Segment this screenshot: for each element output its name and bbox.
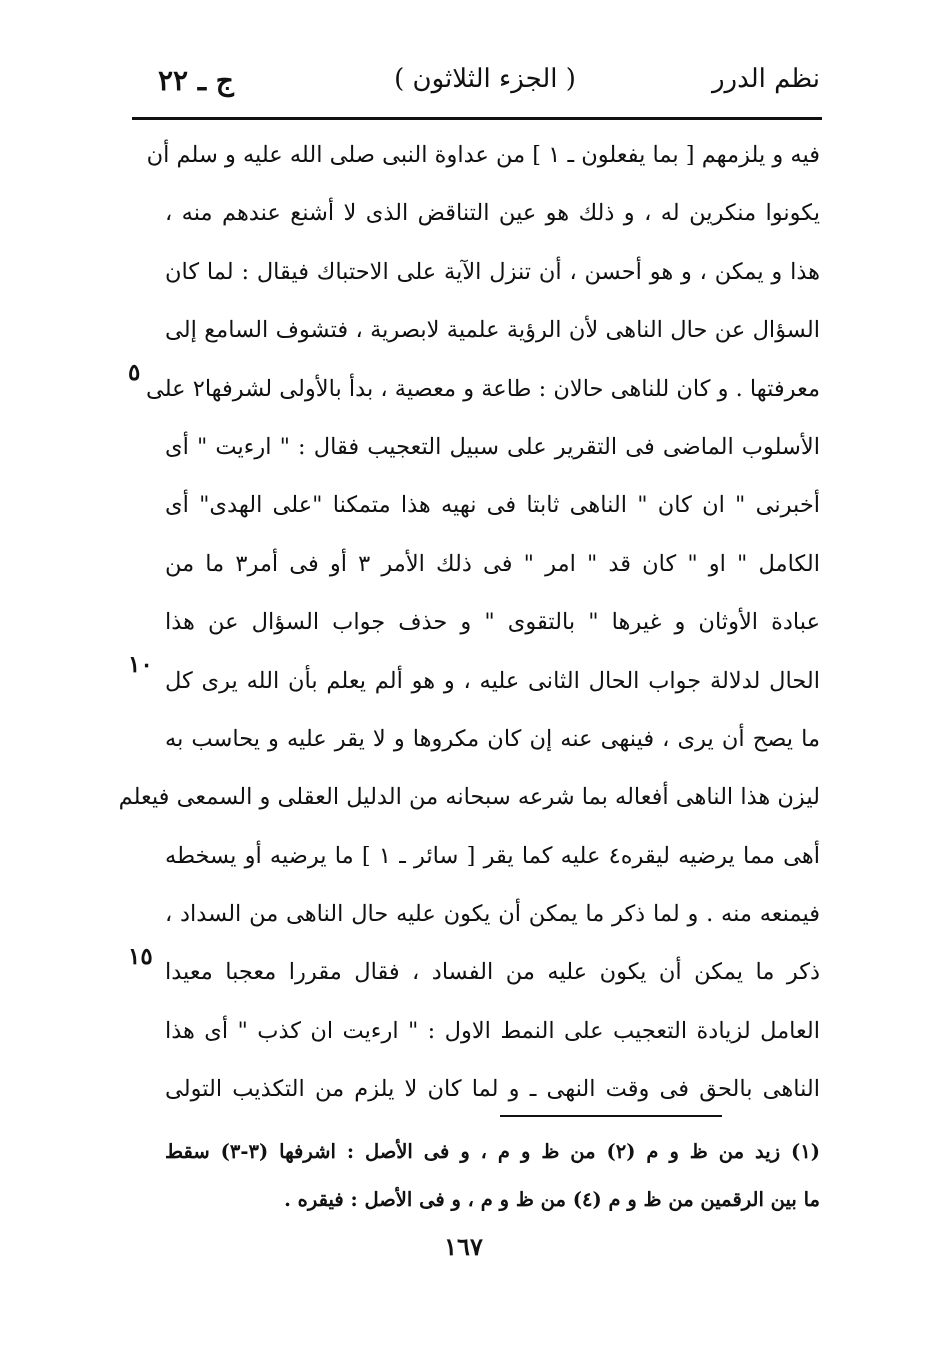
text-line: الأسلوب الماضى فى التقرير على سبيل التعجيب فقال : " ارءيت " أى xyxy=(165,433,820,460)
text-line: يكونوا منكرين له ، و ذلك هو عين التناقض الذى لا أشنع عندهم منه ، xyxy=(165,200,820,227)
text-line: معرفتها . و كان للناهى حالان : طاعة و معصية ، بدأ بالأولى لشرفها٢ على xyxy=(145,375,820,402)
text-line: فيه و يلزمهم [ بما يفعلون ـ ١ ] من عداوة النبى صلى الله عليه و سلم أن xyxy=(146,142,820,168)
text-line: أهى مما يرضيه ليقره٤ عليه كما يقر [ سائر ـ ١ ] ما يرضيه أو يسخطه xyxy=(165,842,820,869)
line-number-10: ١٠ xyxy=(128,651,153,678)
line-number-5: ٥ xyxy=(128,359,141,386)
text-line: عبادة الأوثان و غيرها " بالتقوى " و حذف جواب السؤال عن هذا xyxy=(165,609,820,636)
text-line: الحال لدلالة جواب الحال الثانى عليه ، و هو ألم يعلم بأن الله يرى كل xyxy=(165,667,820,694)
text-line: فيمنعه منه . و لما ذكر ما يمكن أن يكون عليه حال الناهى من السداد ، xyxy=(165,901,820,928)
text-line: السؤال عن حال الناهى لأن الرؤية علمية لابصرية ، فتشوف السامع إلى xyxy=(165,317,820,344)
footnote-line: ما بين الرقمين من ظ و م (٤) من ظ و م ، و فى الأصل : فيقره . xyxy=(284,1188,820,1211)
text-line: العامل لزيادة التعجيب على النمط الاول : " ارءيت ان كذب " أى هذا xyxy=(165,1017,820,1044)
line-number-15: ١٥ xyxy=(128,943,153,970)
part-title: ( الجزء الثلاثون ) xyxy=(394,64,576,94)
footnotes xyxy=(165,1128,820,1224)
footnote-line: (١) زيد من ظ و م (٢) من ظ و م ، و فى الأصل : اشرفها (٣-٣) سقط xyxy=(165,1140,820,1163)
header-rule xyxy=(132,117,822,120)
text-line: الكامل " او " كان قد " امر " فى ذلك الأمر ٣ أو فى أمر٣ ما من xyxy=(165,550,820,577)
text-line: ما يصح أن يرى ، فينهى عنه إن كان مكروها و لا يقر عليه و يحاسب به xyxy=(165,725,820,752)
text-line: الناهى بالحق فى وقت النهى ـ و لما كان لا يلزم من التكذيب التولى xyxy=(165,1076,820,1103)
text-line: ليزن هذا الناهى أفعاله بما شرعه سبحانه من الدليل العقلى و السمعى فيعلم xyxy=(118,784,820,811)
text-line: ذكر ما يمكن أن يكون عليه من الفساد ، فقال مقررا معجبا معيدا xyxy=(165,959,820,986)
text-line: أخبرنى " ان كان " الناهى ثابتا فى نهيه هذا متمكنا "على الهدى" أى xyxy=(165,492,820,519)
volume-number: ج ـ ٢٢ xyxy=(158,64,234,97)
text-line: هذا و يمكن ، و هو أحسن ، أن تنزل الآية على الاحتباك فيقال : لما كان xyxy=(165,258,820,285)
book-title: نظم الدرر xyxy=(711,64,820,94)
footnote-rule xyxy=(500,1115,722,1117)
page-number: ١٦٧ xyxy=(444,1232,483,1261)
page-header xyxy=(150,58,820,102)
